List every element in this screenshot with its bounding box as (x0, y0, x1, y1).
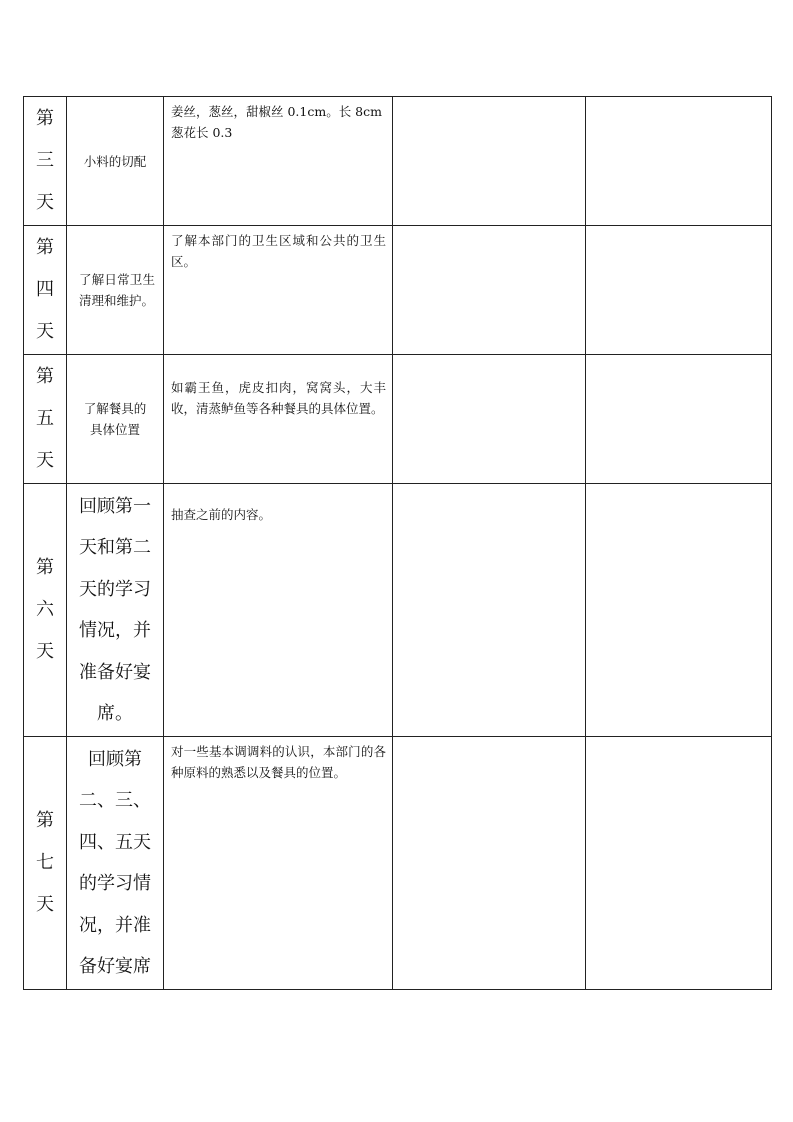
day-char: 三 (36, 150, 54, 171)
content-text: 对一些基本调调料的认识，本部门的各种原料的熟悉以及餐具的位置。 (171, 744, 386, 780)
topic-line: 回顾第 (88, 748, 142, 770)
content-text: 如霸王鱼，虎皮扣肉，窝窝头，大丰收，清蒸鲈鱼等各种餐具的具体位置。 (171, 380, 386, 416)
table-row (24, 737, 772, 990)
topic-text (67, 739, 163, 988)
day-char: 天 (36, 894, 54, 915)
empty-cell (393, 97, 586, 226)
topic-cell (67, 226, 164, 355)
day-char: 天 (36, 641, 54, 662)
table-row (24, 484, 772, 737)
content-cell (164, 355, 393, 484)
topic-line: 备好宴席 (79, 956, 151, 977)
content-line: 姜丝，葱丝，甜椒丝 0.1cm。长 8cm (171, 104, 382, 119)
day-char: 六 (36, 599, 54, 620)
day-char: 七 (36, 852, 54, 873)
topic-text: 小料的切配 (83, 153, 147, 169)
topic-line: 了解餐具的 (83, 401, 147, 416)
day-label-cell (24, 355, 67, 484)
empty-cell (586, 226, 772, 355)
day-char: 天 (36, 321, 54, 342)
empty-cell (586, 355, 772, 484)
day-char: 五 (36, 408, 54, 429)
topic-cell (67, 355, 164, 484)
table-row (24, 355, 772, 484)
day-label-cell (24, 737, 67, 990)
day-label-cell (24, 484, 67, 737)
topic-line: 的学习情 (79, 873, 151, 894)
day-char: 第 (36, 557, 54, 578)
empty-cell (393, 737, 586, 990)
day-char: 第 (36, 108, 54, 129)
topic-line: 况，并准 (79, 914, 151, 936)
day-label-cell (24, 226, 67, 355)
topic-line: 具体位置 (89, 422, 140, 437)
day-char: 第 (36, 366, 54, 387)
table-row (24, 97, 772, 226)
day-char: 天 (36, 450, 54, 471)
content-cell (164, 484, 393, 737)
empty-cell (586, 97, 772, 226)
empty-cell (586, 484, 772, 737)
empty-cell (393, 355, 586, 484)
training-schedule-table (23, 96, 772, 990)
table-row (24, 226, 772, 355)
day-char: 天 (36, 192, 54, 213)
empty-cell (393, 484, 586, 737)
topic-text: 了解日常卫生清理和维护。 (79, 272, 155, 308)
empty-cell (586, 737, 772, 990)
topic-line: 四、五天 (79, 831, 151, 853)
topic-text: 回顾第一天和第二天的学习情况，并准备好宴席。 (79, 495, 151, 724)
topic-cell (67, 484, 164, 737)
content-cell (164, 97, 393, 226)
day-char: 第 (36, 810, 54, 831)
content-cell (164, 226, 393, 355)
content-text: 了解本部门的卫生区域和公共的卫生区。 (171, 233, 386, 269)
content-line: 葱花长 0.3 (171, 125, 233, 140)
day-char: 四 (36, 279, 54, 300)
topic-cell (67, 97, 164, 226)
topic-line: 二、三、 (79, 790, 151, 811)
content-text: 抽查之前的内容。 (171, 507, 272, 522)
topic-cell (67, 737, 164, 990)
empty-cell (393, 226, 586, 355)
day-label-cell (24, 97, 67, 226)
day-char: 第 (36, 237, 54, 258)
content-cell (164, 737, 393, 990)
topic-text (67, 398, 163, 440)
